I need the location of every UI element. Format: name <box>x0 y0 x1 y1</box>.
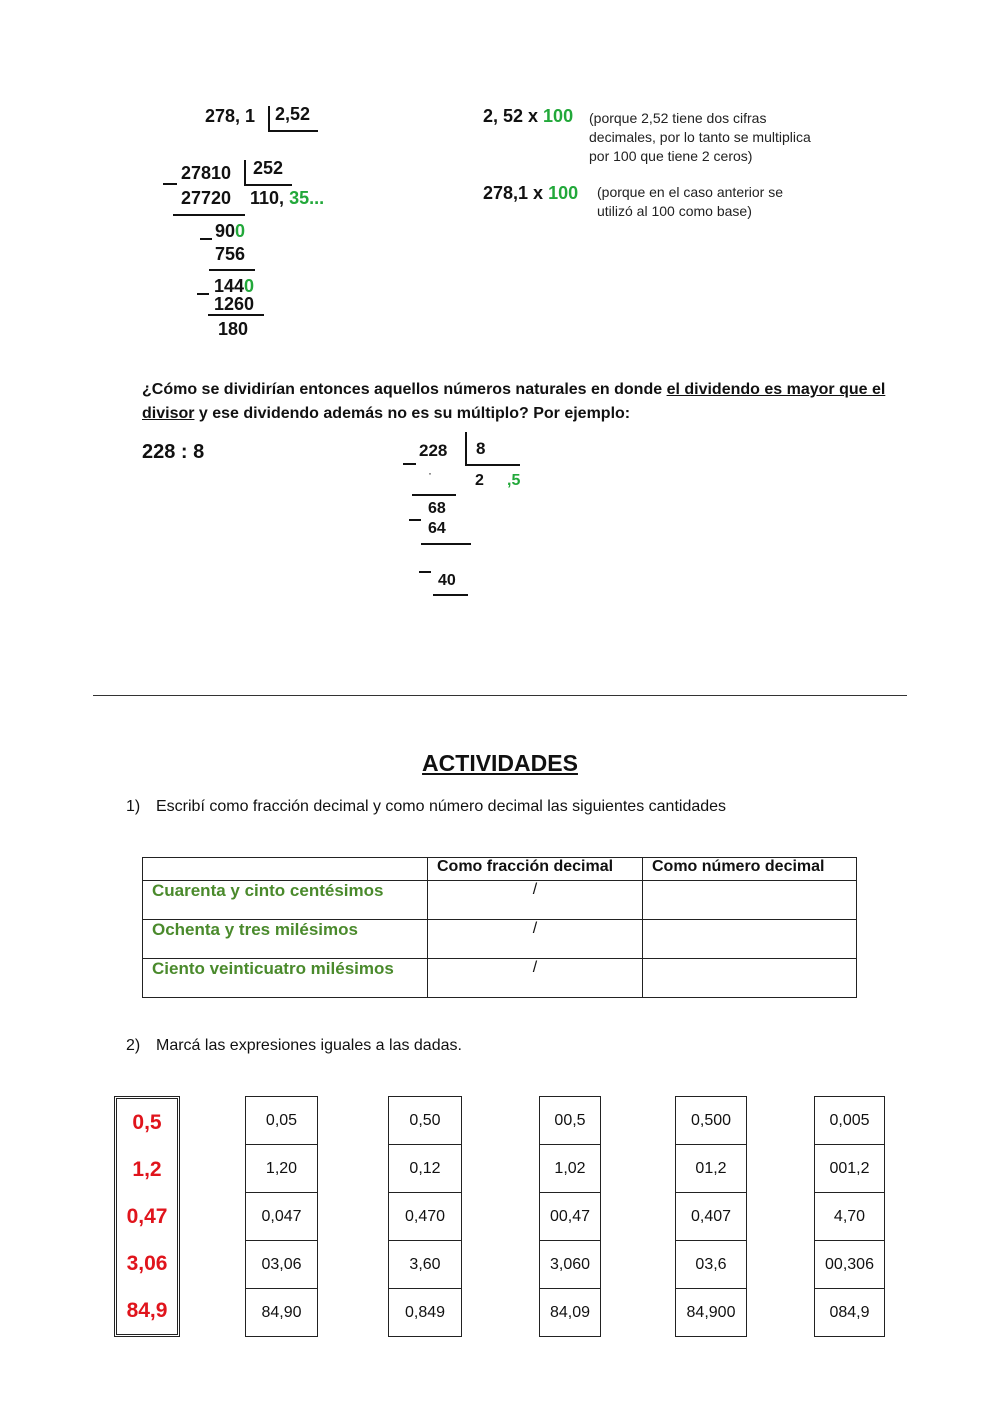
div2-dot: · <box>428 466 432 480</box>
section-divider <box>93 695 907 696</box>
div1-underline-1 <box>173 214 245 216</box>
option-cell[interactable]: 84,900 <box>686 1303 736 1321</box>
option-cell[interactable]: 03,6 <box>676 1241 746 1289</box>
div2-quotient: 2 <box>475 472 484 489</box>
table-header-empty <box>143 858 428 881</box>
div1-sub-2: 756 <box>215 244 246 264</box>
div2-bracket-h <box>465 464 520 466</box>
div1-dividend: 278, 1 <box>205 106 256 126</box>
given-value: 84,9 <box>126 1298 168 1322</box>
question-2-number: 2) <box>126 1037 141 1054</box>
decimal-answer-cell[interactable] <box>643 920 857 959</box>
explanation-note-2: (porque en el caso anterior se utilizó al 100 como base) <box>597 184 783 219</box>
option-cell[interactable]: 00,47 <box>540 1193 600 1241</box>
table-row <box>143 959 857 998</box>
div1-dividend-2: 27810 <box>181 163 232 183</box>
div1-sub-3: 1260 <box>214 294 255 314</box>
options-column-2 <box>388 1096 462 1337</box>
minus-sign <box>197 293 209 295</box>
activities-title: ACTIVIDADES <box>422 750 578 776</box>
div2-rem-1: 68 <box>428 500 446 517</box>
option-cell[interactable]: 0,12 <box>389 1145 461 1193</box>
div1-bracket-v <box>268 106 270 132</box>
div1-quotient: 110, 35... <box>250 188 325 208</box>
option-cell[interactable]: 3,60 <box>389 1241 461 1289</box>
option-cell[interactable]: 4,70 <box>815 1193 884 1241</box>
options-column-3 <box>539 1096 601 1337</box>
table-header-row <box>143 858 857 881</box>
minus-sign <box>409 519 421 521</box>
options-column-4 <box>675 1096 747 1337</box>
div1-sub-1: 27720 <box>181 188 232 208</box>
option-cell[interactable]: 001,2 <box>815 1145 884 1193</box>
div1-bracket-h <box>268 130 318 132</box>
div1-rem-1: 900 <box>215 221 246 241</box>
option-cell[interactable]: 84,90 <box>261 1303 302 1321</box>
option-cell[interactable]: 0,470 <box>389 1193 461 1241</box>
div2-underline-2 <box>421 543 471 545</box>
table-header-fraction: Como fracción decimal <box>428 858 643 881</box>
decimal-answer-cell[interactable] <box>643 881 857 920</box>
minus-sign <box>419 571 431 573</box>
minus-sign <box>403 463 416 465</box>
question-1-text: Escribí como fracción decimal y como número decimal las siguientes cantidades <box>156 798 727 815</box>
div2-dividend: 228 <box>419 441 448 460</box>
option-cell[interactable]: 01,2 <box>676 1145 746 1193</box>
option-cell[interactable]: 03,06 <box>246 1241 317 1289</box>
table-row <box>143 881 857 920</box>
div2-underline-1 <box>412 494 456 496</box>
fraction-answer-cell[interactable]: / <box>428 920 643 959</box>
option-cell[interactable]: 0,500 <box>676 1097 746 1145</box>
div2-sub-1: 64 <box>428 520 446 537</box>
div1-underline-2 <box>209 269 255 271</box>
option-cell[interactable]: 0,047 <box>246 1193 317 1241</box>
option-cell[interactable]: 0,407 <box>676 1193 746 1241</box>
fraction-answer-cell[interactable]: / <box>428 959 643 998</box>
option-cell[interactable]: 0,849 <box>404 1303 446 1321</box>
div2-divisor: 8 <box>476 439 486 458</box>
div1-bracket2-h <box>244 184 292 186</box>
div2-rem-2: 40 <box>438 572 456 589</box>
example-label: 228 : 8 <box>142 441 205 463</box>
minus-sign <box>200 238 212 240</box>
div1-divisor: 2,52 <box>275 104 311 124</box>
option-cell[interactable]: 00,5 <box>540 1097 600 1145</box>
given-value: 3,06 <box>126 1251 168 1275</box>
minus-sign <box>163 183 177 185</box>
row-label: Cuarenta y cinto centésimos <box>143 881 428 920</box>
option-cell[interactable]: 00,306 <box>815 1241 884 1289</box>
explanation-line-1: 2, 52 x 100 <box>483 106 574 126</box>
option-cell[interactable]: 84,09 <box>549 1303 591 1321</box>
given-values-column <box>114 1096 180 1337</box>
explanation-note-1: (porque 2,52 tiene dos cifras decimales, por lo tanto se multiplica por 100 que tiene 2 ceros) <box>589 110 811 164</box>
div2-bracket-v <box>465 432 467 466</box>
decimal-answer-cell[interactable] <box>643 959 857 998</box>
div1-rem-2: 1440 <box>214 276 255 296</box>
option-cell[interactable]: 084,9 <box>829 1303 870 1321</box>
options-column-5 <box>814 1096 885 1337</box>
div2-quotient-decimal: ,5 <box>507 472 521 489</box>
div1-bracket2-v <box>244 160 246 186</box>
given-value: 1,2 <box>132 1157 162 1181</box>
given-value: 0,5 <box>132 1110 162 1134</box>
option-cell[interactable]: 0,005 <box>815 1097 884 1145</box>
option-cell[interactable]: 3,060 <box>540 1241 600 1289</box>
div1-rem-3: 180 <box>218 319 249 339</box>
option-cell[interactable]: 1,20 <box>246 1145 317 1193</box>
row-label: Ochenta y tres milésimos <box>143 920 428 959</box>
option-cell[interactable]: 0,05 <box>246 1097 317 1145</box>
question-text: ¿Cómo se dividirían entonces aquellos números naturales en donde el dividendo es mayor que el divisor y ese dividendo además no es su múltiplo? Por ejemplo: <box>142 381 886 422</box>
explanation-line-2: 278,1 x 100 <box>483 183 579 203</box>
option-cell[interactable]: 0,50 <box>389 1097 461 1145</box>
given-value: 0,47 <box>126 1204 168 1228</box>
fraction-answer-cell[interactable]: / <box>428 881 643 920</box>
table-row <box>143 920 857 959</box>
fraction-table <box>142 857 857 998</box>
question-2-text: Marcá las expresiones iguales a las dadas. <box>156 1037 462 1054</box>
div2-underline-3 <box>433 594 468 596</box>
row-label: Ciento veinticuatro milésimos <box>143 959 428 998</box>
div1-divisor-2: 252 <box>253 158 284 178</box>
table-header-decimal: Como número decimal <box>643 858 857 881</box>
option-cell[interactable]: 1,02 <box>540 1145 600 1193</box>
options-column-1 <box>245 1096 318 1337</box>
question-1-number: 1) <box>126 798 141 815</box>
div1-underline-3 <box>208 314 264 316</box>
